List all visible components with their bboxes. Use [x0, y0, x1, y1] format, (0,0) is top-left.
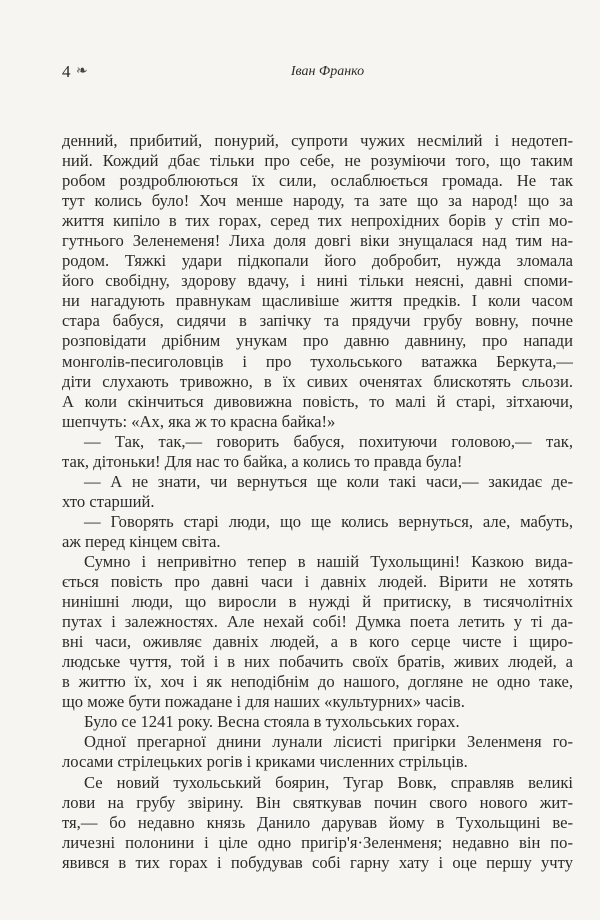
text-line: аж перед кінцем світа.	[62, 531, 221, 551]
page-number: 4	[62, 62, 71, 81]
text-line: тут колись було! Хоч менше народу, та зате що за народ! що за	[62, 191, 573, 211]
text-line: Се новий тухольський боярин, Тугар Вовк, справляв великі	[84, 772, 573, 792]
text-line: його свобідну, здорову вдачу, і нині тільки неясні, давні споми-	[62, 271, 573, 291]
text-line: ний. Кождий дбає тільки про себе, не розуміючи того, що таким	[62, 151, 573, 171]
text-line: ни нагадують правнукам щасливіше життя предків. І коли часом	[62, 291, 573, 311]
text-line: гутнього Зеленеменя! Лиха доля довгі віки знущалася над тим на-	[62, 231, 573, 251]
text-line: — Говорять старі люди, що ще колись вернуться, але, мабуть,	[84, 511, 573, 531]
text-line: нинішні люди, що виросли в нужді й притиску, в тисячолітніх	[62, 592, 573, 612]
page-body-text	[62, 131, 573, 873]
text-line: тя,— бо недавно князь Данило дарував йому в Тухольщині ве-	[62, 812, 573, 832]
running-header	[62, 62, 573, 84]
text-line: явився в тих горах і побудував собі гарну хату і оце першу учту	[62, 852, 573, 872]
text-line: що може бути пожадане і для наших «культурних» часів.	[62, 692, 465, 712]
text-line: людське чуття, той і в них побачить своїх братів, живих людей, а	[62, 652, 573, 672]
text-line: робом роздроблюються їх сили, ослаблюється громада. Не так	[62, 171, 573, 191]
text-line: в життю їх, хоч і як неподібнім до нашого, догляне не одно таке,	[62, 672, 573, 692]
text-line: лови на грубу звірину. Він святкував почин свого нового жит-	[62, 792, 573, 812]
text-line: хто старший.	[62, 491, 155, 511]
text-line: — Так, так,— говорить бабуся, похитуючи головою,— так,	[84, 431, 573, 451]
text-line: монголів-песиголовців і про тухольського ватажка Беркута,—	[62, 351, 573, 371]
running-head-author: Іван Франко	[290, 64, 365, 79]
text-line: Було се 1241 року. Весна стояла в тухольських горах.	[84, 712, 460, 732]
text-line: вні часи, оживляє давніх людей, а в кого серце чисте і щиро-	[62, 632, 573, 652]
text-line: Одної прегарної днини лунали лісисті пригірки Зеленменя го-	[84, 732, 573, 752]
text-line: життя кипіло в тих горах, серед тих непрохідних борів у стіп мо-	[62, 211, 573, 231]
ornament-icon: ❧	[76, 64, 88, 79]
text-line: личезні полонини і ціле одно пригір'я·Зеленменя; недавно він по-	[62, 832, 573, 852]
text-line: лосами стрілецьких рогів і криками численних стрільців.	[62, 752, 468, 772]
text-line: шепчуть: «Ах, яка ж то красна байка!»	[62, 411, 336, 431]
text-line: так, дітоньки! Для нас то байка, а колись то правда була!	[62, 451, 463, 471]
text-line: стара бабуся, сидячи в запічку та прядучи грубу вовну, почне	[62, 311, 573, 331]
text-line: розповідати дрібним унукам про давню давнину, про напади	[62, 331, 573, 351]
text-line: А коли скінчиться дивовижна повість, то малі й старі, зітхаючи,	[62, 391, 573, 411]
text-line: Сумно і непривітно тепер в нашій Тухольщині! Казкою вида-	[84, 551, 573, 571]
text-line: родом. Тяжкі удари підкопали його добробит, нужда зломала	[62, 251, 573, 271]
text-line: — А не знати, чи вернуться ще коли такі часи,— закидає де-	[84, 471, 573, 491]
text-line: путах і залежностях. Але нехай собі! Думка поета летить у ті да-	[62, 612, 573, 632]
text-line: діти слухають тривожно, в їх сивих оченятах блискотять сльози.	[62, 371, 573, 391]
text-line: ється повість про давні часи і давніх людей. Вірити не хотять	[62, 572, 573, 592]
text-line: денний, прибитий, понурий, супроти чужих несмілий і недотеп-	[62, 131, 573, 150]
